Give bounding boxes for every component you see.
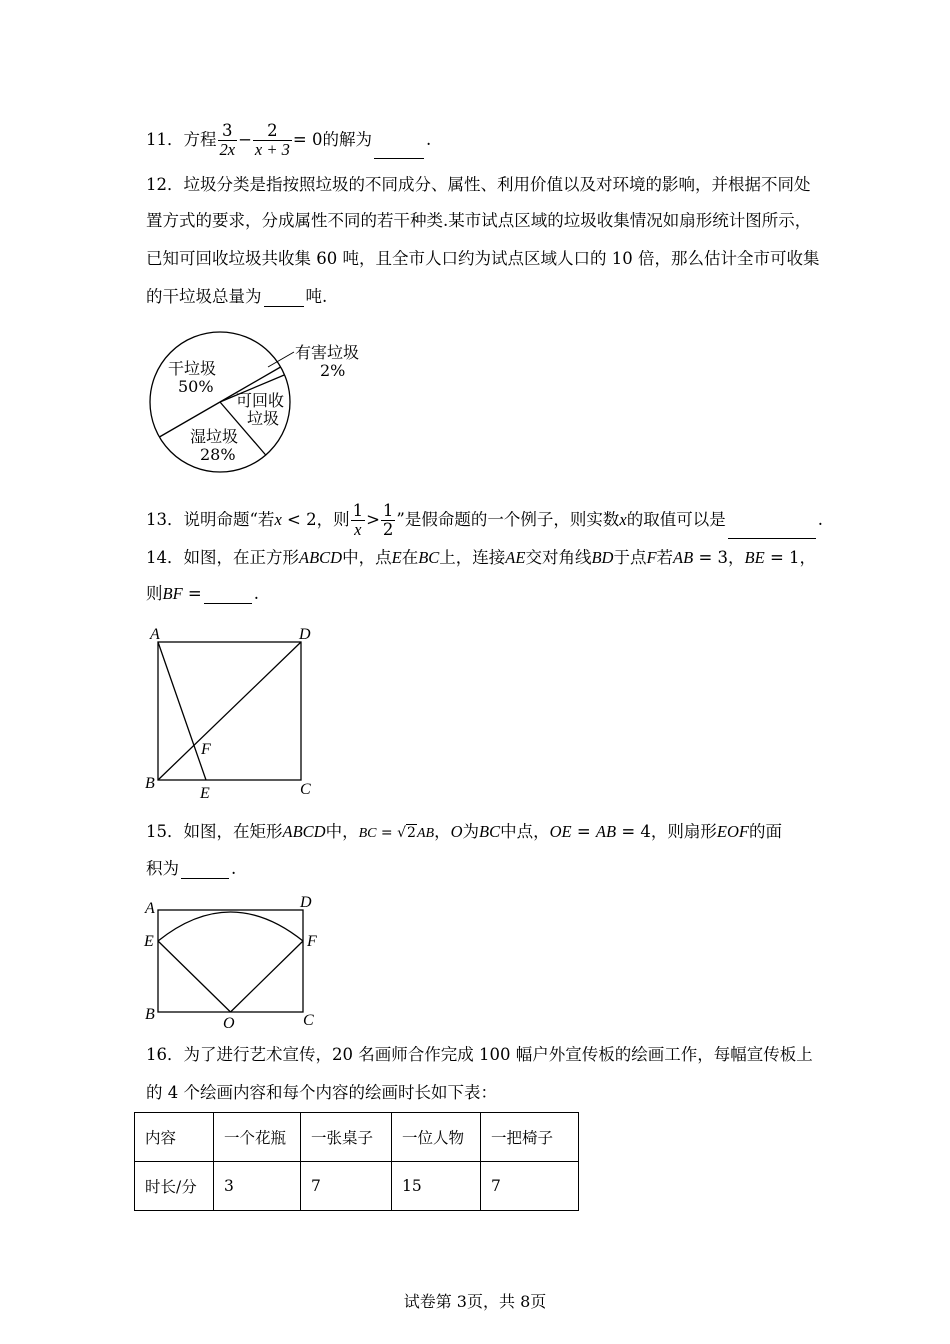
pie-label-recycle-2: 垃圾 — [247, 409, 280, 428]
pie-label-dry: 干垃圾 — [168, 359, 217, 378]
pie-value-harmful: 2% — [320, 361, 346, 380]
arc-ef — [158, 912, 303, 941]
label-e: E — [144, 933, 154, 950]
radius-of — [231, 941, 304, 1012]
answer-blank — [728, 522, 816, 539]
q16-line1: 16．为了进行艺术宣传，20 名画师合作完成 100 幅户外宣传板的绘画工作，每幅宣传板上 — [146, 1045, 813, 1064]
question-15-line1: 15．如图，在矩形ABCD中，BC = √2AB，O为BC中点，OE = AB = 4，则扇形EOF的面 — [146, 822, 782, 841]
rectangle-abcd — [158, 910, 303, 1012]
rectangle-sector-figure — [140, 893, 330, 1033]
table-cell: 时长/分 — [135, 1162, 214, 1211]
pie-label-recycle-1: 可回收 — [236, 391, 285, 410]
sqrt-symbol: √2 — [397, 825, 416, 841]
label-b: B — [145, 775, 155, 792]
table-cell: 7 — [301, 1162, 392, 1211]
table-cell: 一张桌子 — [301, 1113, 392, 1162]
answer-blank — [181, 862, 229, 879]
question-11: 11．方程 $\frac{3}{2x}$ − $\frac{2}{x + 3}$ = 0的解为 . — [146, 121, 432, 159]
q12-line2: 置方式的要求，分成属性不同的若干种类.某市试点区域的垃圾收集情况如扇形统计图所示， — [146, 211, 812, 230]
question-15-line2: 积为 . — [146, 859, 237, 878]
pie-label-harmful: 有害垃圾 — [295, 343, 360, 362]
label-f: F — [307, 933, 317, 950]
segment-ae — [158, 642, 206, 780]
table-cell: 一位人物 — [392, 1113, 481, 1162]
question-13: 13．说明命题“若x < 2，则 $\frac{1}{x}$ > $\frac{1}{2}$ ”是假命题的一个例子，则实数x的取值可以是 . — [146, 501, 823, 539]
answer-blank — [374, 142, 424, 159]
q11-number: 11． — [146, 130, 184, 149]
q12-line4: 的干垃圾总量为 吨. — [146, 287, 328, 306]
label-o: O — [223, 1015, 235, 1032]
answer-blank — [264, 290, 304, 307]
pie-chart — [140, 330, 390, 480]
q12-line3: 已知可回收垃圾共收集 60 吨，且全市人口约为试点区域人口的 10 倍，那么估计全市可收集 — [146, 249, 820, 268]
square-figure — [140, 620, 330, 805]
label-c: C — [300, 781, 311, 798]
table-cell: 15 — [392, 1162, 481, 1211]
table-row — [135, 1113, 579, 1162]
radius-oe — [158, 941, 231, 1012]
q11-fraction-1: $\frac{3}{2x}$ — [219, 121, 236, 159]
pie-value-wet: 28% — [200, 445, 236, 464]
q11-fraction-2: $\frac{2}{x + 3}$ — [254, 121, 290, 159]
page-footer: 试卷第 3页，共 8页 — [403, 1292, 547, 1311]
table-cell: 一把椅子 — [481, 1113, 579, 1162]
label-a: A — [145, 900, 155, 917]
table-cell: 3 — [214, 1162, 301, 1211]
table-cell: 一个花瓶 — [214, 1113, 301, 1162]
q11-pre: 方程 — [183, 130, 217, 149]
question-14-line2: 则BF = . — [146, 584, 259, 603]
q13-fraction-1-over-x: $\frac{1}{x}$ — [352, 501, 364, 539]
table-row — [135, 1162, 579, 1211]
question-14-line1: 14．如图，在正方形ABCD中，点E在BC上，连接AE交对角线BD于点F若AB = 3，BE = 1， — [146, 548, 817, 567]
label-b: B — [145, 1006, 155, 1023]
diagonal-bd — [158, 642, 301, 780]
q13-fraction-one-half: $\frac{1}{2}$ — [382, 501, 394, 539]
q12-line1: 12．垃圾分类是指按照垃圾的不同成分、属性、利用价值以及对环境的影响，并根据不同处 — [146, 175, 811, 194]
answer-blank — [204, 587, 252, 604]
label-f: F — [201, 741, 211, 758]
pie-value-dry: 50% — [178, 377, 214, 396]
label-d: D — [299, 626, 311, 643]
table-cell: 7 — [481, 1162, 579, 1211]
pie-label-wet: 湿垃圾 — [190, 427, 239, 446]
duration-table — [134, 1112, 579, 1211]
label-d: D — [300, 894, 312, 911]
q15-bc-sqrt-expression: BC = √2AB — [358, 825, 435, 841]
label-e: E — [200, 785, 210, 802]
table-cell: 内容 — [135, 1113, 214, 1162]
label-c: C — [303, 1012, 314, 1029]
q16-line2: 的 4 个绘画内容和每个内容的绘画时长如下表： — [146, 1083, 497, 1102]
label-a: A — [150, 626, 160, 643]
